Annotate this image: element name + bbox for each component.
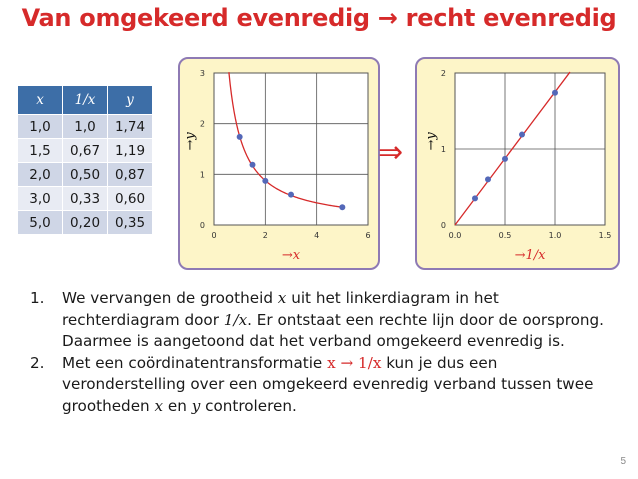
data-point: [502, 156, 508, 162]
list-text: en: [163, 396, 192, 415]
y-tick-label: 1: [199, 170, 205, 180]
left-chart: [180, 59, 382, 272]
x-axis-label: →1/x: [514, 248, 546, 263]
table-cell: 0,87: [108, 163, 153, 187]
y-tick-label: 0: [440, 221, 446, 230]
y-tick-label: 0: [199, 221, 205, 230]
data-table: [18, 86, 153, 235]
table-header-row: [18, 86, 153, 115]
data-point: [288, 192, 294, 198]
x-axis-label: →x: [281, 248, 301, 263]
list-text: uit het linkerdiagram in het rechterdiagram door: [62, 289, 499, 329]
table-cell: 1,0: [63, 115, 108, 139]
column-header: x: [18, 86, 63, 115]
list-number: 1.: [30, 289, 45, 307]
data-point: [552, 90, 558, 96]
table-cell: 0,60: [108, 187, 153, 211]
data-point: [519, 132, 525, 138]
plot-area: [214, 73, 368, 225]
table-cell: 0,33: [63, 187, 108, 211]
x-tick-label: 0.0: [448, 231, 462, 240]
list-text: controleren.: [200, 396, 297, 415]
table-cell: 0,50: [63, 163, 108, 187]
right-chart: [417, 59, 622, 272]
list-number: 2.: [30, 353, 45, 372]
variable-x: x: [277, 289, 287, 307]
table-cell: 0,35: [108, 211, 153, 235]
data-point: [339, 204, 345, 210]
x-tick-label: 4: [314, 231, 320, 240]
variable-inverse-x: 1/x: [223, 310, 248, 329]
y-tick-label: 2: [440, 69, 446, 78]
data-point: [237, 134, 243, 140]
x-tick-label: 1.0: [548, 231, 562, 240]
table-cell: 3,0: [18, 187, 63, 211]
list-text: We vervangen de grootheid: [62, 289, 278, 307]
slide-title: Van omgekeerd evenredig → recht evenredig: [21, 4, 617, 32]
transformation-formula: x → 1/x: [327, 353, 382, 372]
data-point: [262, 178, 268, 184]
data-point: [472, 195, 478, 201]
table-row: [18, 139, 153, 163]
list-text: Met een coördinatentransformatie: [62, 353, 328, 372]
column-header: 1/x: [63, 86, 108, 115]
table-cell: 0,67: [63, 139, 108, 163]
table-row: [18, 115, 153, 139]
implies-arrow-icon: ⇒: [378, 135, 404, 170]
explanation-list: [30, 288, 610, 417]
column-header: y: [108, 86, 153, 115]
table-row: [18, 187, 153, 211]
variable-y: y: [191, 396, 201, 415]
data-point: [250, 162, 256, 168]
data-point: [485, 176, 491, 182]
x-tick-label: 6: [365, 231, 371, 240]
table-cell: 1,5: [18, 139, 63, 163]
list-item: [30, 353, 610, 418]
x-tick-label: 1.5: [598, 231, 612, 240]
table-cell: 1,19: [108, 139, 153, 163]
y-axis-label: →y: [424, 132, 439, 151]
right-chart-panel: [415, 57, 620, 270]
list-item: [30, 288, 610, 353]
variable-x: x: [154, 396, 164, 415]
table-cell: 1,0: [18, 115, 63, 139]
y-tick-label: 3: [199, 69, 205, 78]
table-row: [18, 163, 153, 187]
list-text: kun je dus een veronderstelling over een omgekeerd evenredig verband tussen twee grootheden: [62, 353, 594, 415]
list-text: . Er ontstaat een rechte lijn door de oorsprong. Daarmee is aangetoond dat het verband omgekeerd evenredig is.: [62, 310, 605, 350]
y-tick-label: 1: [440, 145, 446, 154]
table-row: [18, 211, 153, 235]
table-cell: 2,0: [18, 163, 63, 187]
table-cell: 5,0: [18, 211, 63, 235]
x-tick-label: 0.5: [498, 231, 512, 240]
page-number: 5: [620, 456, 626, 467]
left-chart-panel: [178, 57, 380, 270]
table-cell: 0,20: [63, 211, 108, 235]
x-tick-label: 2: [262, 231, 268, 240]
table-cell: 1,74: [108, 115, 153, 139]
y-tick-label: 2: [199, 119, 205, 129]
y-axis-label: →y: [183, 132, 198, 151]
x-tick-label: 0: [211, 231, 217, 240]
